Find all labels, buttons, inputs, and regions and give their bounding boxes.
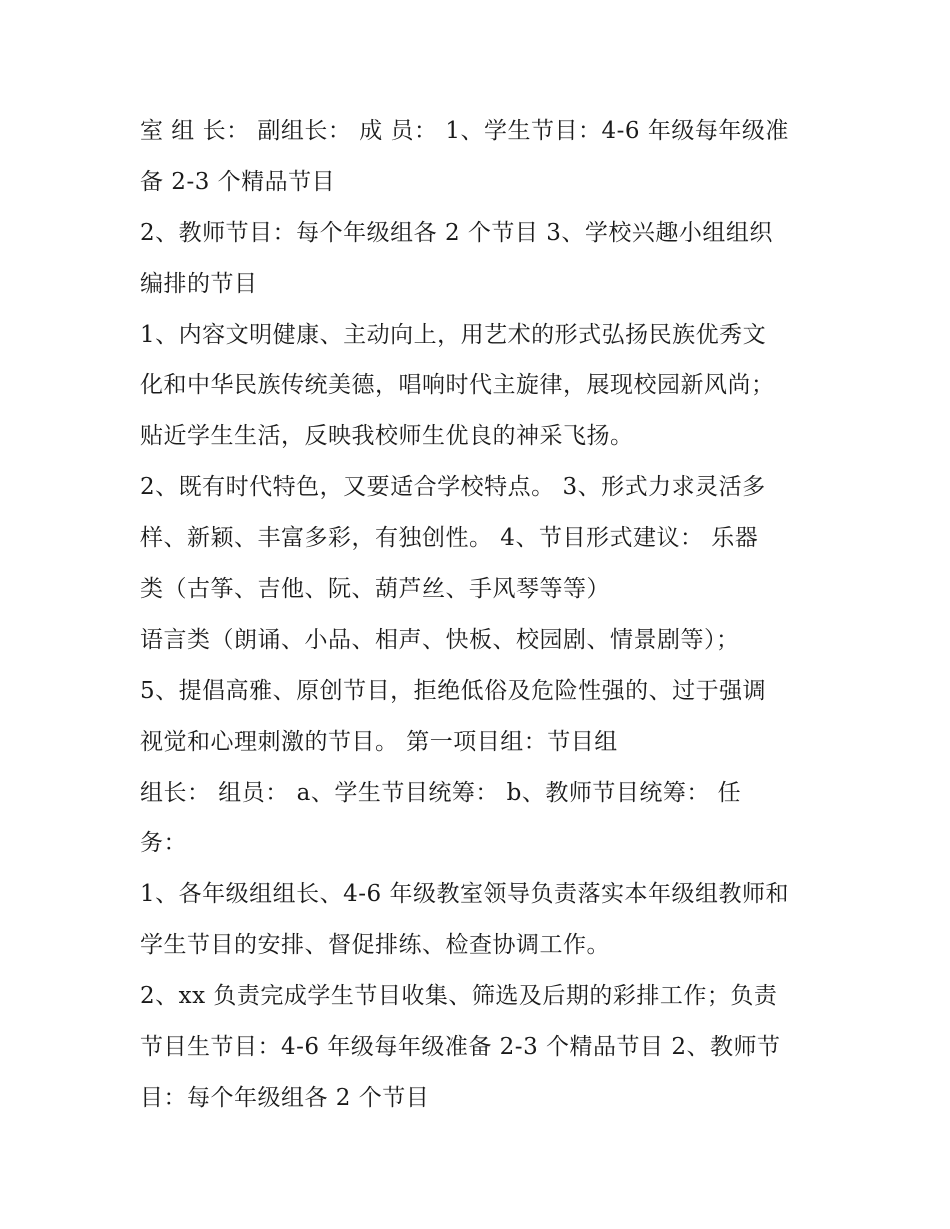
text-line: 样、新颖、丰富多彩，有独创性。 4、节目形式建议： 乐器	[140, 525, 759, 552]
text-line: 视觉和心理刺激的节目。 第一项目组：节目组	[140, 728, 618, 755]
text-line: 贴近学生生活，反映我校师生优良的神采飞扬。	[140, 423, 634, 450]
text-line: 室 组 长： 副组长： 成 员： 1、学生节目：4-6 年级每年级准	[140, 118, 789, 144]
text-line: 1、各年级组组长、4-6 年级教室领导负责落实本年级组教师和	[140, 881, 789, 908]
text-line: 类（古筝、吉他、阮、葫芦丝、手风琴等等）	[140, 576, 610, 603]
text-line: 化和中华民族传统美德，唱响时代主旋律，展现校园新风尚；	[140, 372, 775, 399]
text-line: 目：每个年级组各 2 个节目	[140, 1084, 430, 1111]
text-line: 学生节目的安排、督促排练、检查协调工作。	[140, 932, 610, 959]
document-body	[140, 106, 820, 1124]
text-line: 编排的节目	[140, 270, 258, 297]
text-line: 组长： 组员： a、学生节目统筹： b、教师节目统筹： 任	[140, 779, 742, 806]
text-line: 务：	[140, 830, 187, 857]
text-line: 2、既有时代特色，又要适合学校特点。 3、形式力求灵活多	[140, 474, 766, 501]
text-line: 节目生节目：4-6 年级每年级准备 2-3 个精品节目 2、教师节	[140, 1034, 781, 1061]
text-line: 2、教师节目：每个年级组各 2 个节目 3、学校兴趣小组组织	[140, 219, 773, 246]
text-line: 5、提倡高雅、原创节目，拒绝低俗及危险性强的、过于强调	[140, 677, 767, 704]
text-line: 2、xx 负责完成学生节目收集、筛选及后期的彩排工作；负责	[140, 983, 778, 1010]
text-line: 语言类（朗诵、小品、相声、快板、校园剧、情景剧等）；	[140, 626, 740, 653]
text-line: 1、内容文明健康、主动向上，用艺术的形式弘扬民族优秀文	[140, 321, 767, 348]
text-line: 备 2-3 个精品节目	[140, 168, 336, 195]
